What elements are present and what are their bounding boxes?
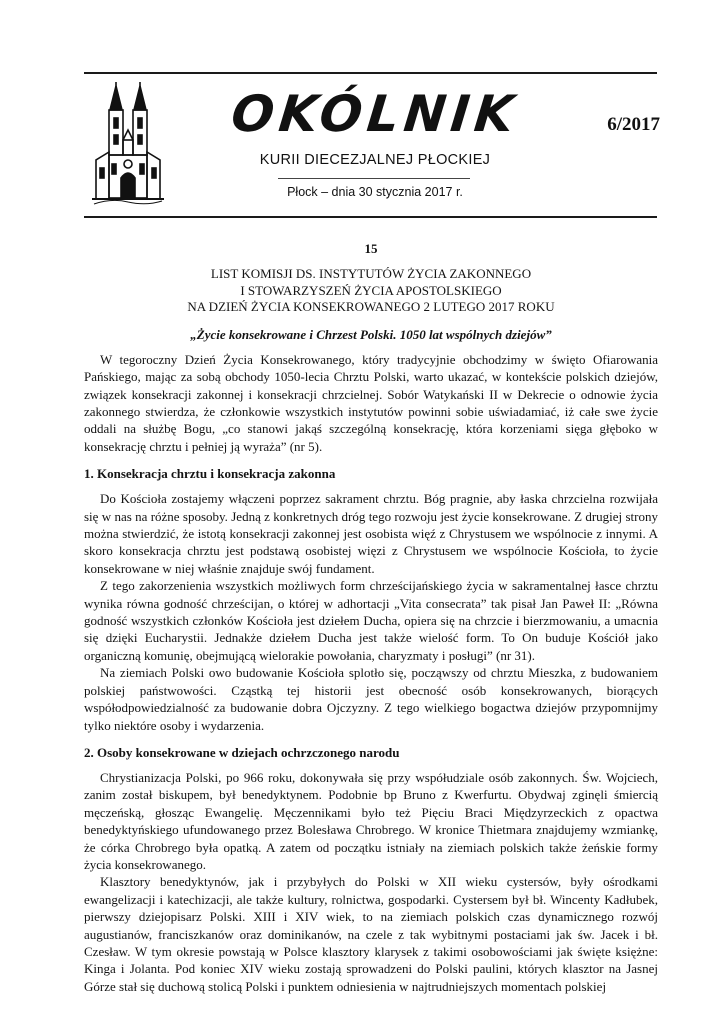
body-paragraph: Klasztory benedyktynów, jak i przybyłych do Polski w XII wieku cystersów, były ośrodkami ewangelizacji i katechizacji, ale także kultury, rolnictwa, gospodarki. Cystersem był bł. Wincenty Kadłubek, pierwszy dziejopisarz Polski. XIII i XIV wiek, to na ziemiach polskich czas dynamicznego rozwój augustianów, franciszkanów oraz dominikanów, na czele z tak wybitnymi postaciami jak św. Jacek i bł. Czesław. W tym okresie powstają w Polsce klasztory klarysek z takimi osobowościami jak święte księżne: Kinga i Jolanta. Pod koniec XIV wieku zostają sprowadzeni do Polski paulini, których klasztor na Jasnej Górze stał się duchową stolicą Polski i punktem odniesienia w najtrudniejszych momentach polskiej: [84, 874, 658, 994]
body-paragraph: Do Kościoła zostajemy włączeni poprzez sakrament chrztu. Bóg pragnie, aby łaska chrzcielna rozwijała się w nas na różne sposoby. Jedną z konkretnych dróg tego rozwoju jest życie konsekrowane. Z drugiej strony można stwierdzić, że istotą konsekracji zakonnej jest osobista więź z Chrystusem we wspólnocie z innymi. A skoro konsekracja chrztu jest podstawą osobistej więzi z Chrystusem we wspólnocie Kościoła, to życie konsekrowane w niej właśnie znajduje swój fundament.: [84, 491, 658, 576]
intro-paragraph: W tegoroczny Dzień Życia Konsekrowanego, który tradycyjnie obchodzimy w święto Ofiarowania Pańskiego, mając za sobą obchody 1050-lecia Chrztu Polski, warto ukazać, w kontekście polskich dziejów, związek konsekracji zakonnej i konsekracji chrzcielnej. Sobór Watykański II w Dekrecie o odnowie życia zakonnego stwierdza, że członkowie wszystkich instytutów powinni sobie uświadamiać, iż całe swe życie oddali na służbę Bogu, „co stanowi jakąś szczególną konsekrację, która korzeniami sięga głęboko w konsekrację chrztu i pełniej ją wyraża” (nr 5).: [84, 351, 658, 454]
body-paragraph: Na ziemiach Polski owo budowanie Kościoła splotło się, począwszy od chrztu Mieszka, z budowaniem polskiej państwowości. Cząstką tej historii jest obecność osób konsekrowanych, biorących współodpowiedzialność za budowanie dobra Ojczyzny. Z tego wielkiego bogactwa dziejów przypomnijmy tylko niektóre osoby i wydarzenia.: [84, 665, 658, 733]
publication-subtitle: KURII DIECEZJALNEJ PŁOCKIEJ: [259, 152, 491, 168]
masthead-bottom-rule: [84, 216, 657, 218]
issue-number: 6/2017: [607, 114, 660, 135]
document-number: 15: [364, 241, 378, 256]
dateline: Płock – dnia 30 stycznia 2017 r.: [287, 185, 463, 199]
heading-line: I STOWARZYSZEŃ ŻYCIA APOSTOLSKIEGO: [240, 282, 502, 298]
body-paragraph: Z tego zakorzenienia wszystkich możliwych form chrześcijańskiego życia w sakramentalnej łasce chrztu wynika równa godność chrześcijan, o której w adhortacji „Vita consecrata” tak pisał Jan Paweł II: „Równa godność wszystkich członków Kościoła jest dziełem Ducha, opiera się na chrzcie i bierzmowaniu, a umacnia się dzięki Eucharystii. Jednakże dziełem Ducha jest także wielość form. To On buduje Kościół jako organiczną komunię, obejmującą wielorakie powołania, charyzmaty i posługi” (nr 31).: [84, 578, 658, 663]
publication-title: OKÓLNIK: [228, 85, 522, 143]
masthead-top-rule: [84, 72, 657, 74]
section-heading: 2. Osoby konsekrowane w dziejach ochrzczonego narodu: [84, 744, 400, 760]
document-body: [84, 240, 658, 995]
heading-line: NA DZIEŃ ŻYCIA KONSEKROWANEGO 2 LUTEGO 2017 ROKU: [187, 299, 555, 315]
document-motto: „Życie konsekrowane i Chrzest Polski. 1050 lat wspólnych dziejów”: [190, 326, 552, 342]
body-paragraph: Chrystianizacja Polski, po 966 roku, dokonywała się przy współudziale osób zakonnych. Św. Wojciech, zanim został biskupem, był benedyktynem. Podobnie bp Bruno z Kwerfurtu. Obydwaj zginęli śmiercią męczeńską, głosząc Ewangelię. Męczennikami było też Pięciu Braci Międzyrzeckich z opactwa benedyktyńskiego ufundowanego przez Bolesława Chrobrego. W kronice Thietmara znajdujemy wzmiankę, że córka Chrobrego była opatką. A zatem od początku istniały na ziemiach polskich także żeńskie formy życia konsekrowanego.: [84, 769, 658, 872]
cathedral-icon: [92, 80, 164, 205]
document-heading: [84, 266, 658, 316]
subtitle-rule: [278, 178, 470, 179]
heading-line: LIST KOMISJI DS. INSTYTUTÓW ŻYCIA ZAKONNEGO: [210, 266, 532, 281]
section-heading: 1. Konsekracja chrztu i konsekracja zakonna: [84, 466, 336, 482]
